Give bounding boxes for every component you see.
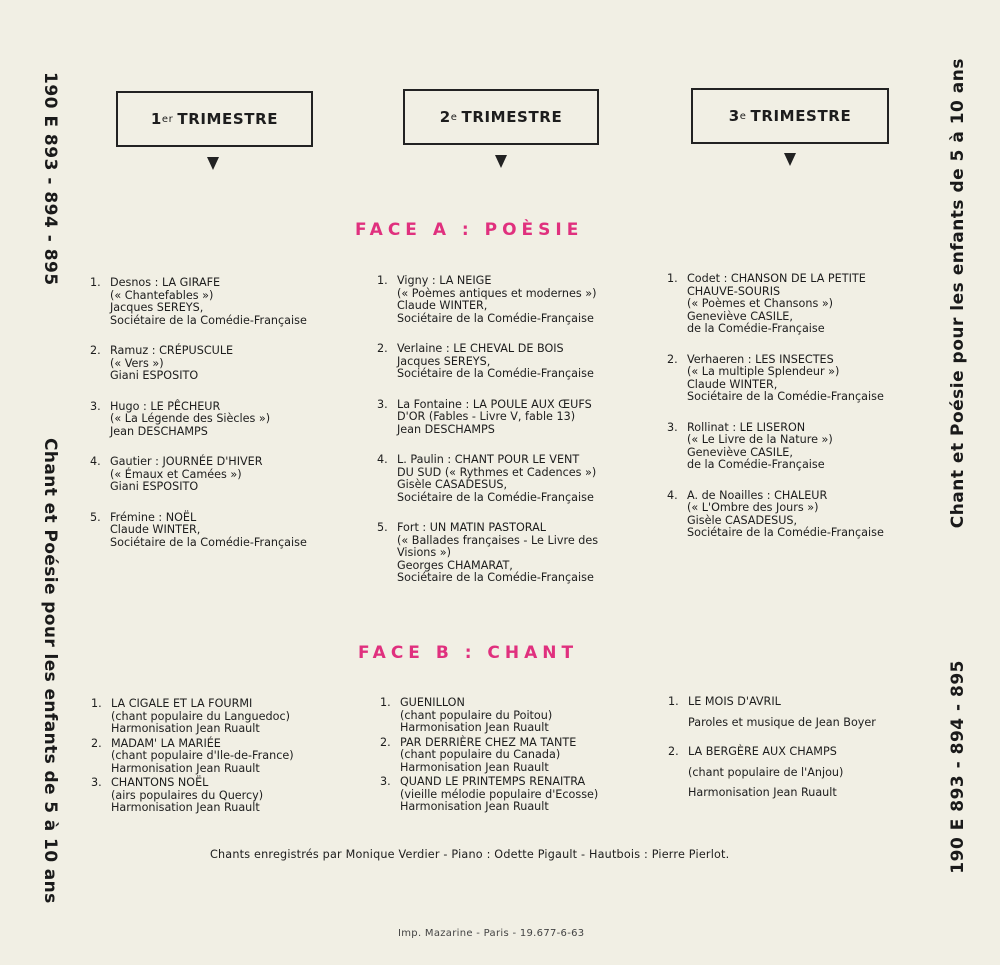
track-detail: Sociétaire de la Comédie-Française xyxy=(110,535,307,549)
track-item xyxy=(377,343,598,381)
track-detail: Geneviève CASILE, xyxy=(687,445,793,459)
track-detail: Sociétaire de la Comédie-Française xyxy=(687,526,884,539)
track-detail: (airs populaires du Quercy) xyxy=(111,788,264,802)
track-item xyxy=(667,490,884,540)
face-a-column-1 xyxy=(90,277,307,549)
track-item xyxy=(377,454,598,504)
track-detail: (« Chantefables ») xyxy=(110,288,214,302)
track-detail: Sociétaire de la Comédie-Française xyxy=(397,311,594,325)
track-title: Gautier : JOURNÉE D'HIVER xyxy=(110,455,263,468)
series-title-left: Chant et Poésie pour les enfants de 5 à 10 ans xyxy=(40,438,60,904)
track-number: 1. xyxy=(91,697,102,710)
track-number: 2. xyxy=(377,342,388,355)
track-detail: (« Vers ») xyxy=(110,356,164,370)
track-detail: Harmonisation Jean Ruault xyxy=(111,801,260,814)
track-title: Desnos : LA GIRAFE xyxy=(110,276,221,289)
track-detail: Jean DESCHAMPS xyxy=(397,422,495,436)
track-title: QUAND LE PRINTEMPS RENAITRA xyxy=(400,775,586,788)
track-item xyxy=(90,277,307,327)
trimester-3-box xyxy=(691,88,889,144)
trimester-2-ordinal: e xyxy=(450,111,458,123)
track-number: 3. xyxy=(667,420,678,434)
track-detail: (« La multiple Splendeur ») xyxy=(687,365,840,378)
track-detail: Harmonisation Jean Ruault xyxy=(688,786,837,799)
track-item xyxy=(90,512,307,550)
track-detail: DU SUD (« Rythmes et Cadences ») xyxy=(397,465,597,479)
track-detail: (chant populaire du Languedoc) xyxy=(111,709,290,723)
track-title: LA BERGÈRE AUX CHAMPS xyxy=(688,745,837,758)
track-number: 3. xyxy=(377,397,388,411)
track-detail: (« L'Ombre des Jours ») xyxy=(687,501,819,514)
track-detail: (« La Légende des Siècles ») xyxy=(110,412,271,425)
track-detail: Georges CHAMARAT, xyxy=(397,558,513,572)
trimester-3-number: 3 xyxy=(728,107,740,125)
trimester-3-ordinal: e xyxy=(739,110,747,122)
face-b-heading: FACE B : CHANT xyxy=(358,643,579,663)
track-title: GUENILLON xyxy=(400,696,465,709)
track-number: 1. xyxy=(667,272,678,285)
face-b-column-1 xyxy=(91,698,294,815)
track-title: Hugo : LE PÊCHEUR xyxy=(110,399,221,413)
track-number: 2. xyxy=(667,352,678,366)
track-title: Frémine : NOËL xyxy=(110,510,197,524)
track-title: A. de Noailles : CHALEUR xyxy=(687,488,828,502)
printer-imprint: Imp. Mazarine - Paris - 19.677-6-63 xyxy=(398,928,585,939)
face-b-column-2 xyxy=(380,697,598,814)
trimester-1-label: TRIMESTRE xyxy=(177,110,279,128)
track-item xyxy=(91,777,294,815)
track-detail: (chant populaire du Canada) xyxy=(400,748,561,761)
track-item xyxy=(90,456,307,494)
track-item xyxy=(380,697,598,735)
track-title: Verhaeren : LES INSECTES xyxy=(687,352,834,366)
track-item xyxy=(90,345,307,383)
track-item xyxy=(667,273,884,336)
track-item xyxy=(90,401,307,439)
track-detail: (chant populaire du Poitou) xyxy=(400,708,553,722)
catalog-number-left: 190 E 893 - 894 - 895 xyxy=(40,72,60,286)
track-detail: (« Ballades françaises - Le Livre des xyxy=(397,533,599,547)
track-number: 5. xyxy=(377,521,388,534)
track-number: 1. xyxy=(377,274,388,287)
trimester-1-box xyxy=(116,91,313,147)
track-item xyxy=(91,698,294,736)
track-detail: Harmonisation Jean Ruault xyxy=(400,760,549,774)
track-number: 5. xyxy=(90,510,101,524)
track-detail: Claude WINTER, xyxy=(687,377,778,391)
track-number: 2. xyxy=(90,344,101,357)
track-title: Rollinat : LE LISERON xyxy=(687,420,806,434)
track-number: 3. xyxy=(91,776,102,789)
track-item xyxy=(377,522,598,585)
recording-credits: Chants enregistrés par Monique Verdier - Piano : Odette Pigault - Hautbois : Pierre Pierlot. xyxy=(210,848,730,861)
track-number: 2. xyxy=(668,745,679,758)
track-title: L. Paulin : CHANT POUR LE VENT xyxy=(397,453,580,466)
track-detail: Gisèle CASADESUS, xyxy=(687,513,798,527)
track-number: 4. xyxy=(377,453,388,466)
track-detail: Sociétaire de la Comédie-Française xyxy=(397,571,594,584)
down-arrow-icon xyxy=(495,155,507,168)
face-a-column-3 xyxy=(667,273,884,540)
track-detail: Sociétaire de la Comédie-Française xyxy=(397,367,594,380)
track-title: CHANTONS NOËL xyxy=(111,776,209,789)
track-title: La Fontaine : LA POULE AUX ŒUFS xyxy=(397,397,592,411)
track-item xyxy=(668,696,876,729)
down-arrow-icon xyxy=(784,153,796,166)
track-item xyxy=(380,737,598,775)
track-detail: Paroles et musique de Jean Boyer xyxy=(688,715,876,729)
trimester-3-label: TRIMESTRE xyxy=(750,107,852,125)
track-item xyxy=(377,399,598,437)
track-item xyxy=(380,776,598,814)
track-detail: (« Poèmes et Chansons ») xyxy=(687,297,834,310)
trimester-2-box xyxy=(403,89,599,145)
track-detail: Sociétaire de la Comédie-Française xyxy=(397,490,594,504)
track-number: 2. xyxy=(380,735,391,749)
track-detail: Visions ») xyxy=(397,546,451,559)
track-detail: Giani ESPOSITO xyxy=(110,369,199,382)
track-detail: (« Poèmes antiques et modernes ») xyxy=(397,286,597,300)
track-detail: (chant populaire de l'Anjou) xyxy=(688,765,844,779)
track-detail: Jacques SEREYS, xyxy=(397,354,491,368)
face-b-column-3 xyxy=(668,696,876,800)
track-number: 1. xyxy=(380,696,391,709)
track-detail: (vieille mélodie populaire d'Ecosse) xyxy=(400,787,599,801)
track-number: 1. xyxy=(668,695,679,708)
track-title: LA CIGALE ET LA FOURMI xyxy=(111,697,253,710)
track-detail: Sociétaire de la Comédie-Française xyxy=(687,390,884,403)
track-title: Fort : UN MATIN PASTORAL xyxy=(397,521,546,534)
track-title: Ramuz : CRÉPUSCULE xyxy=(110,344,234,357)
track-detail: Gisèle CASADESUS, xyxy=(397,478,508,491)
catalog-number-right: 190 E 893 - 894 - 895 xyxy=(948,660,968,874)
track-title: Vigny : LA NEIGE xyxy=(397,274,492,287)
face-a-column-2 xyxy=(377,275,598,585)
track-number: 2. xyxy=(91,736,102,750)
track-detail: Harmonisation Jean Ruault xyxy=(400,721,549,734)
track-detail: (« Le Livre de la Nature ») xyxy=(687,433,833,446)
trimester-1-number: 1 xyxy=(150,110,162,128)
track-detail: CHAUVE-SOURIS xyxy=(687,284,781,298)
track-detail: Harmonisation Jean Ruault xyxy=(111,761,260,775)
track-detail: de la Comédie-Française xyxy=(687,458,825,471)
track-number: 4. xyxy=(667,488,678,502)
track-item xyxy=(667,354,884,404)
track-detail: Sociétaire de la Comédie-Française xyxy=(110,313,307,327)
track-title: Verlaine : LE CHEVAL DE BOIS xyxy=(397,342,564,355)
track-detail: D'OR (Fables - Livre V, fable 13) xyxy=(397,410,576,423)
series-title-right: Chant et Poésie pour les enfants de 5 à 10 ans xyxy=(948,58,968,529)
track-detail: Geneviève CASILE, xyxy=(687,309,793,323)
track-detail: Claude WINTER, xyxy=(397,299,488,312)
track-item xyxy=(667,422,884,472)
track-detail: Jean DESCHAMPS xyxy=(110,424,208,438)
track-detail: Claude WINTER, xyxy=(110,523,201,536)
track-detail: (chant populaire d'Ile-de-France) xyxy=(111,749,294,762)
track-title: PAR DERRIÈRE CHEZ MA TANTE xyxy=(400,735,577,749)
track-detail: Giani ESPOSITO xyxy=(110,480,199,493)
track-title: MADAM' LA MARIÉE xyxy=(111,736,221,750)
track-detail: Harmonisation Jean Ruault xyxy=(400,800,549,813)
down-arrow-icon xyxy=(207,157,219,170)
track-detail: (« Émaux et Camées ») xyxy=(110,467,242,481)
trimester-2-number: 2 xyxy=(439,108,451,126)
track-title: Codet : CHANSON DE LA PETITE xyxy=(687,272,866,285)
track-detail: de la Comédie-Française xyxy=(687,322,825,335)
track-item xyxy=(668,746,876,800)
track-detail: Harmonisation Jean Ruault xyxy=(111,722,260,735)
track-item xyxy=(377,275,598,325)
trimester-2-label: TRIMESTRE xyxy=(461,108,563,126)
track-number: 4. xyxy=(90,455,101,468)
track-number: 3. xyxy=(380,775,391,788)
track-number: 3. xyxy=(90,399,101,413)
trimester-1-ordinal: er xyxy=(161,113,174,125)
face-a-heading: FACE A : POÈSIE xyxy=(355,220,584,240)
track-detail: Jacques SEREYS, xyxy=(110,301,204,314)
track-number: 1. xyxy=(90,276,101,289)
track-item xyxy=(91,738,294,776)
track-title: LE MOIS D'AVRIL xyxy=(688,695,781,708)
